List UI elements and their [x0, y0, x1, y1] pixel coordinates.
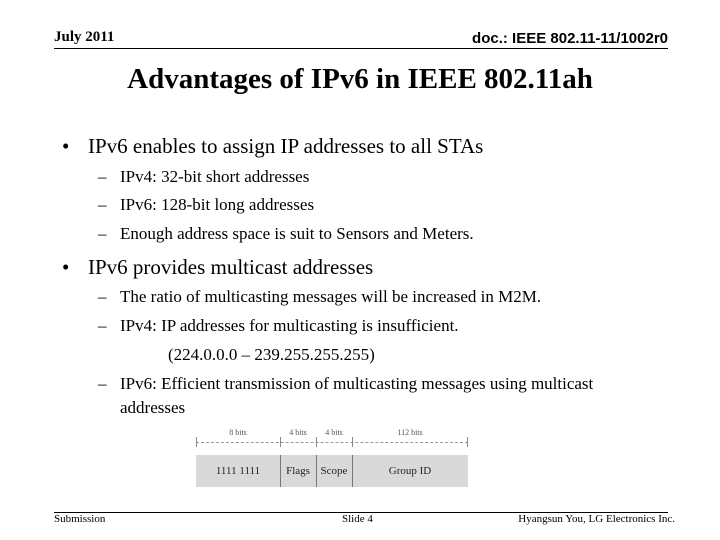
sub-bullet-text: IPv6: Efficient transmission of multicasting messages using multicast [120, 374, 594, 393]
field-separator [280, 455, 281, 487]
sub-bullet-text: The ratio of multicasting messages will be increased in M2M. [120, 287, 542, 306]
dimension-tick [196, 437, 197, 447]
sub-bullet-text: Enough address space is suit to Sensors and Meters. [120, 224, 474, 243]
field-prefix: 1111 1111 [215, 465, 261, 477]
bullet-text: IPv6 enables to assign IP addresses to all STAs [88, 134, 484, 158]
sub-bullet-text: addresses [120, 398, 186, 417]
bullet-dot-icon: • [62, 255, 70, 279]
field-separator [352, 455, 353, 487]
dimension-line [196, 442, 468, 443]
bullet-dot-icon: • [62, 134, 70, 158]
sub-bullet-text: IPv4: IP addresses for multicasting is insufficient. [120, 316, 459, 335]
field-separator [316, 455, 317, 487]
slide-title: Advantages of IPv6 in IEEE 802.11ah [127, 63, 593, 95]
field-group-id: Group ID [388, 465, 432, 477]
footer-submission: Submission [54, 513, 106, 525]
dimension-tick [467, 437, 468, 447]
multicast-range: (224.0.0.0 – 239.255.255.255) [168, 345, 375, 364]
footer-author: Hyangsun You, LG Electronics Inc. [518, 513, 675, 525]
dimension-tick [352, 437, 353, 447]
header-date: July 2011 [54, 29, 115, 45]
dimension-tick [316, 437, 317, 447]
sub-bullet-text: IPv4: 32-bit short addresses [120, 167, 310, 186]
bullet-text: IPv6 provides multicast addresses [88, 255, 374, 279]
header-divider [54, 48, 668, 49]
header-doc-id: doc.: IEEE 802.11-11/1002r0 [472, 30, 668, 47]
field-scope: Scope [320, 465, 348, 477]
field-width-label: 4 bits [289, 428, 307, 437]
field-flags: Flags [286, 465, 310, 477]
field-width-label: 4 bits [325, 428, 343, 437]
multicast-address-diagram [196, 424, 468, 488]
field-width-label: 8 bits [229, 428, 247, 437]
footer-slide-number: Slide 4 [342, 513, 373, 525]
sub-bullet-text: IPv6: 128-bit long addresses [120, 195, 315, 214]
field-width-label: 112 bits [397, 428, 423, 437]
dimension-tick [280, 437, 281, 447]
